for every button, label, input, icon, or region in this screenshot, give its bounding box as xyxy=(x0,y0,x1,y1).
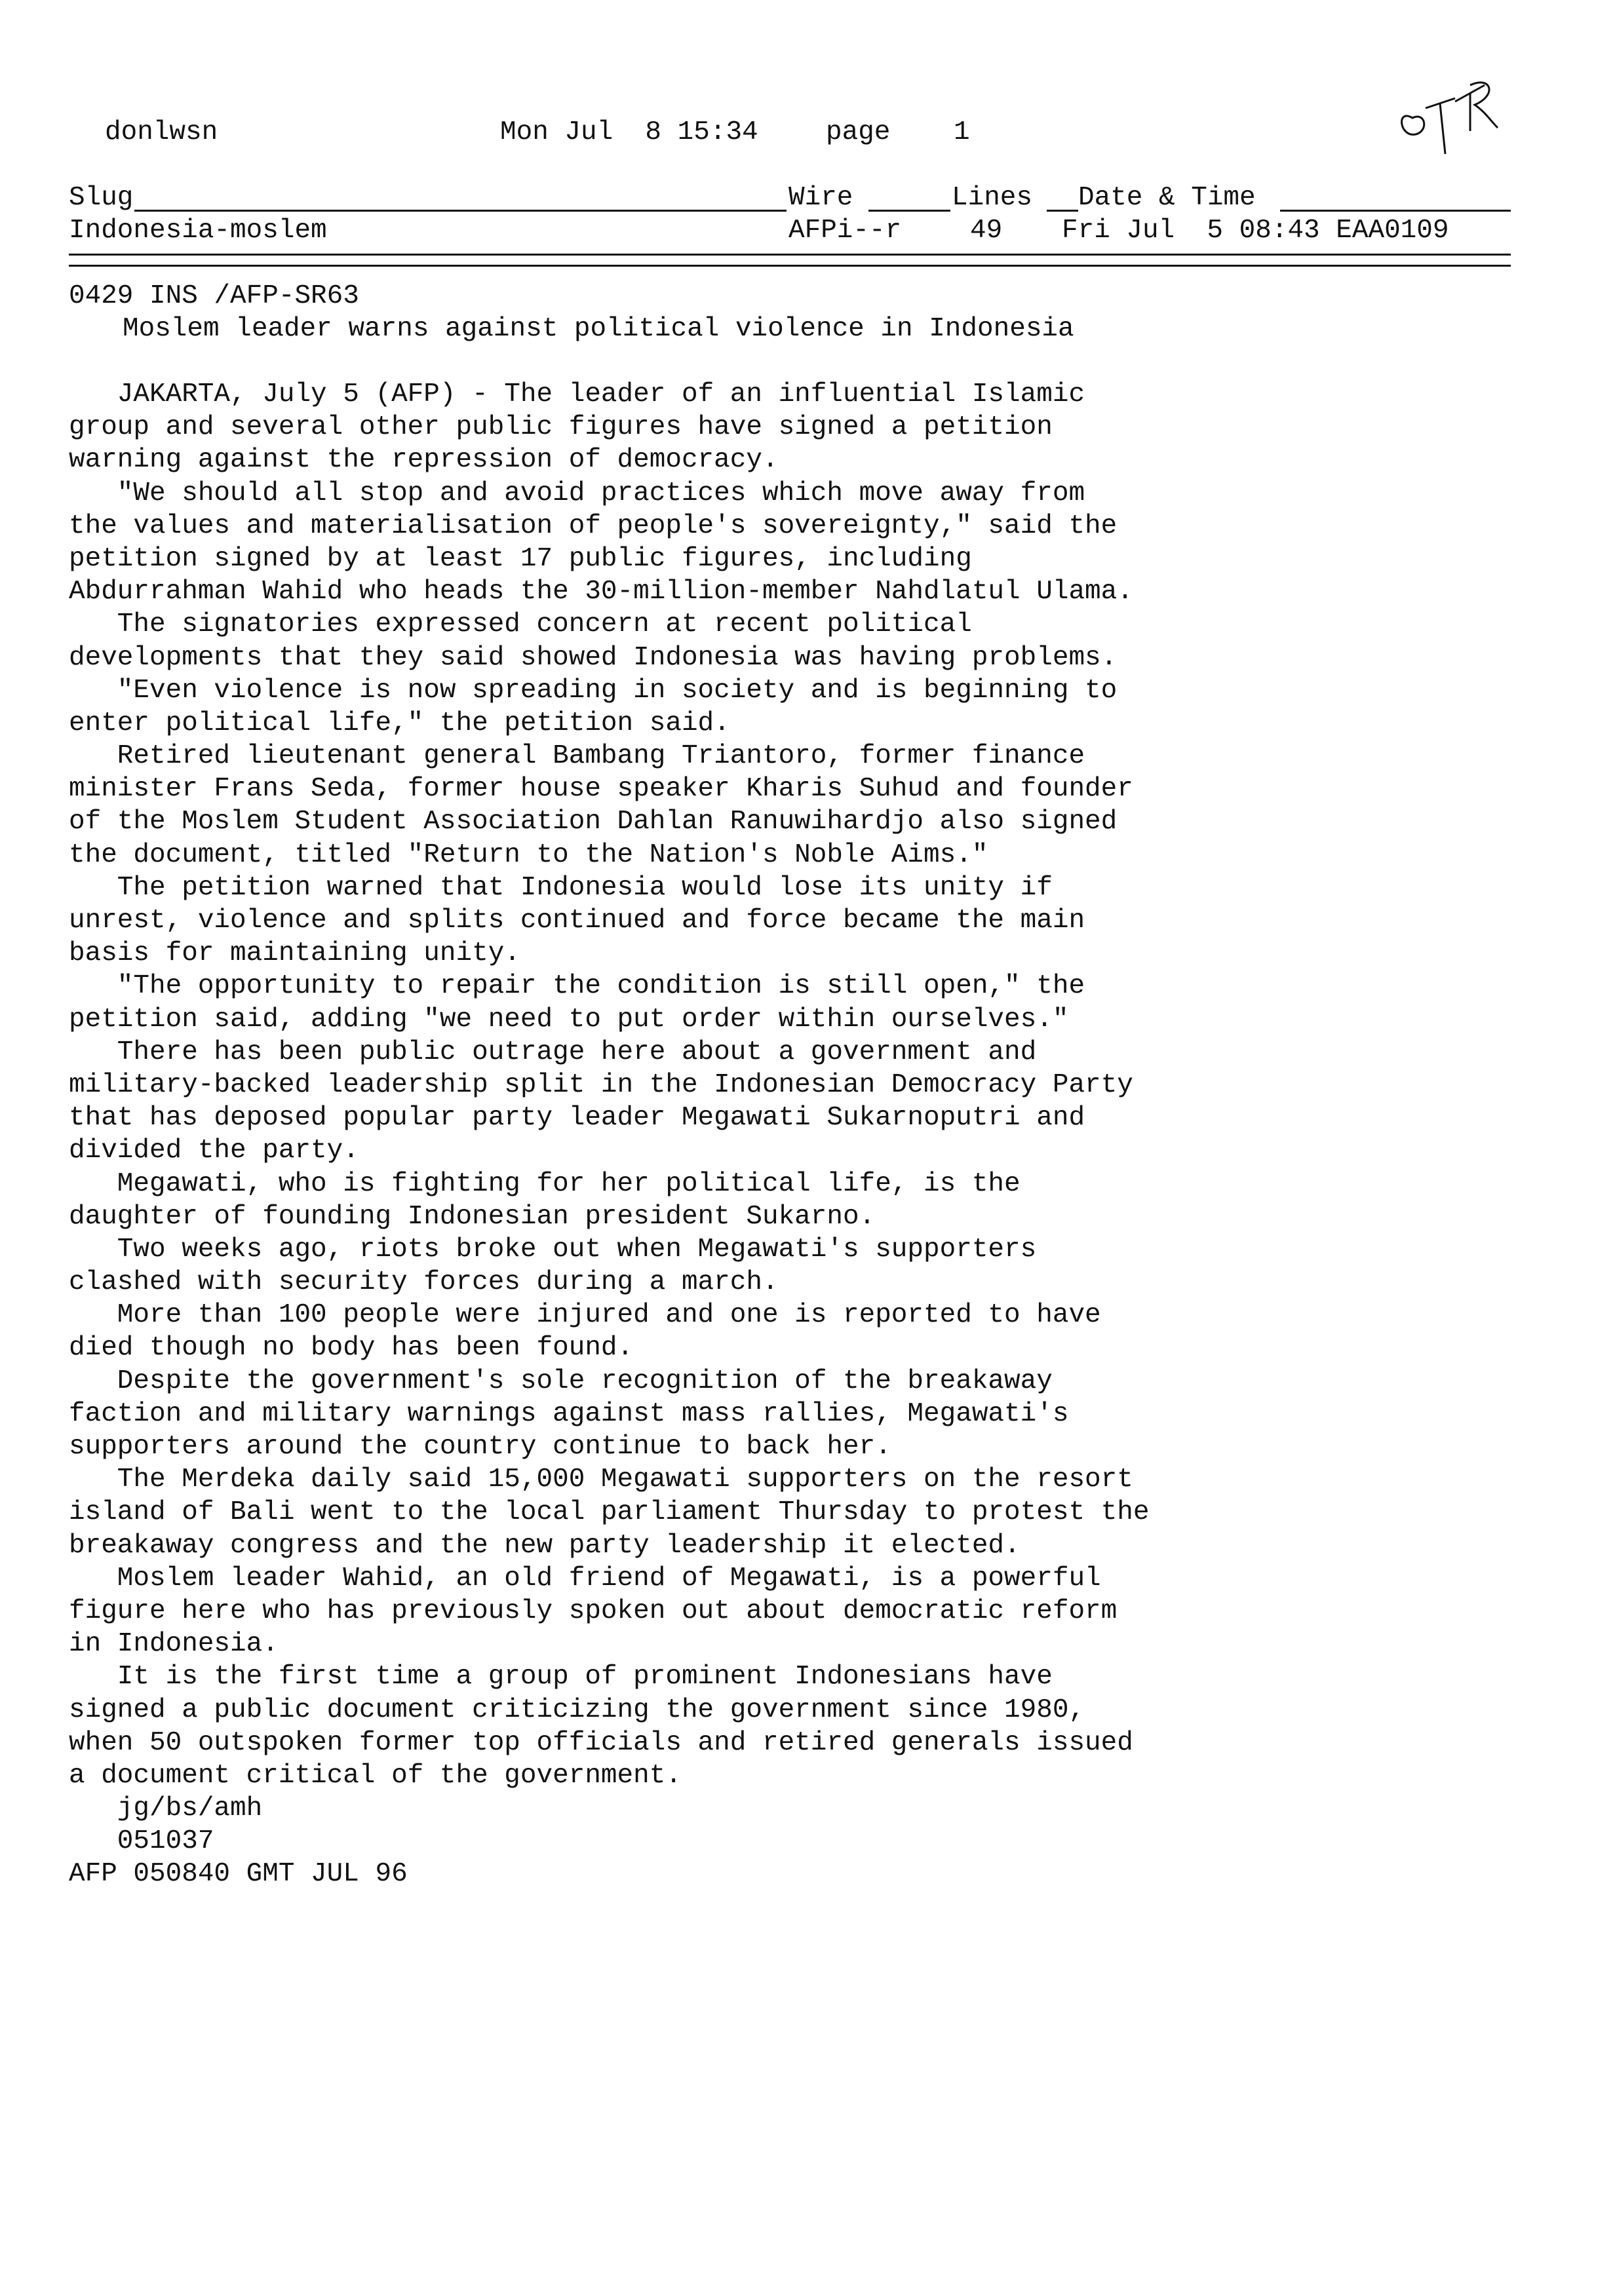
body-line: unrest, violence and splits continued and force became the main xyxy=(69,906,1085,936)
body-line: figure here who has previously spoken out about democratic reform xyxy=(69,1596,1118,1626)
body-line: military-backed leadership split in the Indonesian Democracy Party xyxy=(69,1069,1133,1100)
body-line: breakaway congress and the new party leadership it elected. xyxy=(69,1530,1021,1561)
body-line: Two weeks ago, riots broke out when Megawati's supporters xyxy=(69,1234,1037,1265)
body-line: island of Bali went to the local parliament Thursday to protest the xyxy=(69,1497,1150,1528)
lines-underline xyxy=(1047,210,1078,212)
story-body xyxy=(69,378,1149,1891)
body-line: minister Frans Seda, former house speaker Kharis Suhud and founder xyxy=(69,774,1133,805)
body-line: Abdurrahman Wahid who heads the 30-million-member Nahdlatul Ulama. xyxy=(69,577,1133,607)
body-line: Megawati, who is fighting for her political life, is the xyxy=(69,1168,1021,1199)
body-line: petition said, adding "we need to put order within ourselves." xyxy=(69,1004,1069,1035)
body-line: The petition warned that Indonesia would lose its unity if xyxy=(69,872,1053,903)
headline: Moslem leader warns against political violence in Indonesia xyxy=(123,314,1074,344)
body-line: a document critical of the government. xyxy=(69,1760,682,1791)
date-time-value: Fri Jul 5 08:43 EAA0109 xyxy=(1062,216,1449,246)
body-line: divided the party. xyxy=(69,1136,359,1166)
date-time-underline xyxy=(1280,210,1511,212)
story-id: 0429 INS /AFP-SR63 xyxy=(69,281,359,311)
wire-value: AFPi--r xyxy=(788,216,902,246)
file-name: donlwsn xyxy=(105,117,218,147)
body-line: petition signed by at least 17 public figures, including xyxy=(69,543,972,574)
body-line: clashed with security forces during a march. xyxy=(69,1267,779,1298)
body-line: "The opportunity to repair the condition is still open," the xyxy=(69,971,1085,1002)
body-line: enter political life," the petition said. xyxy=(69,708,730,738)
wire-label: Wire xyxy=(788,183,853,213)
body-line: developments that they said showed Indonesia was having problems. xyxy=(69,642,1118,673)
slug-label: Slug xyxy=(69,183,134,213)
body-line: when 50 outspoken former top officials and retired generals issued xyxy=(69,1727,1133,1758)
body-line: It is the first time a group of prominent Indonesians have xyxy=(69,1662,1053,1693)
body-line: JAKARTA, July 5 (AFP) - The leader of an influential Islamic xyxy=(69,379,1085,410)
body-line: died though no body has been found. xyxy=(69,1333,634,1364)
body-line: 051037 xyxy=(69,1826,214,1857)
lines-label: Lines xyxy=(952,183,1033,213)
page-label: page xyxy=(826,117,891,147)
body-line: group and several other public figures have signed a petition xyxy=(69,412,1053,443)
slug-value: Indonesia-moslem xyxy=(69,216,327,246)
slug-underline xyxy=(134,210,787,212)
handwritten-mark-icon xyxy=(1393,72,1504,157)
body-line: basis for maintaining unity. xyxy=(69,938,520,969)
body-line: There has been public outrage here about a government and xyxy=(69,1037,1037,1067)
body-line: AFP 050840 GMT JUL 96 xyxy=(69,1859,408,1890)
body-line: that has deposed popular party leader Megawati Sukarnoputri and xyxy=(69,1103,1085,1134)
body-line: Moslem leader Wahid, an old friend of Megawati, is a powerful xyxy=(69,1563,1101,1594)
body-line: signed a public document criticizing the government since 1980, xyxy=(69,1694,1085,1725)
body-line: the values and materialisation of people's sovereignty," said the xyxy=(69,510,1118,541)
body-line: in Indonesia. xyxy=(69,1629,279,1660)
print-datetime: Mon Jul 8 15:34 xyxy=(500,117,758,147)
body-line: of the Moslem Student Association Dahlan Ranuwihardjo also signed xyxy=(69,807,1118,837)
body-line: "Even violence is now spreading in society and is beginning to xyxy=(69,675,1118,706)
date-time-label: Date & Time xyxy=(1078,183,1256,213)
double-rule-divider xyxy=(69,254,1511,267)
body-line: faction and military warnings against mass rallies, Megawati's xyxy=(69,1398,1069,1429)
body-line: Despite the government's sole recognition of the breakaway xyxy=(69,1366,1053,1396)
body-line: "We should all stop and avoid practices which move away from xyxy=(69,478,1085,508)
body-line: Retired lieutenant general Bambang Triantoro, former finance xyxy=(69,741,1085,772)
body-line: The Merdeka daily said 15,000 Megawati supporters on the resort xyxy=(69,1464,1133,1495)
lines-value: 49 xyxy=(970,216,1003,246)
body-line: daughter of founding Indonesian president Sukarno. xyxy=(69,1201,876,1232)
body-line: the document, titled "Return to the Nation's Noble Aims." xyxy=(69,839,988,870)
body-line: warning against the repression of democracy. xyxy=(69,445,779,476)
body-line: More than 100 people were injured and one is reported to have xyxy=(69,1300,1101,1331)
body-line: jg/bs/amh xyxy=(69,1793,263,1824)
body-line: The signatories expressed concern at recent political xyxy=(69,609,972,640)
wire-underline xyxy=(868,210,950,212)
body-line: supporters around the country continue to back her. xyxy=(69,1432,891,1462)
page-number: 1 xyxy=(954,117,970,147)
